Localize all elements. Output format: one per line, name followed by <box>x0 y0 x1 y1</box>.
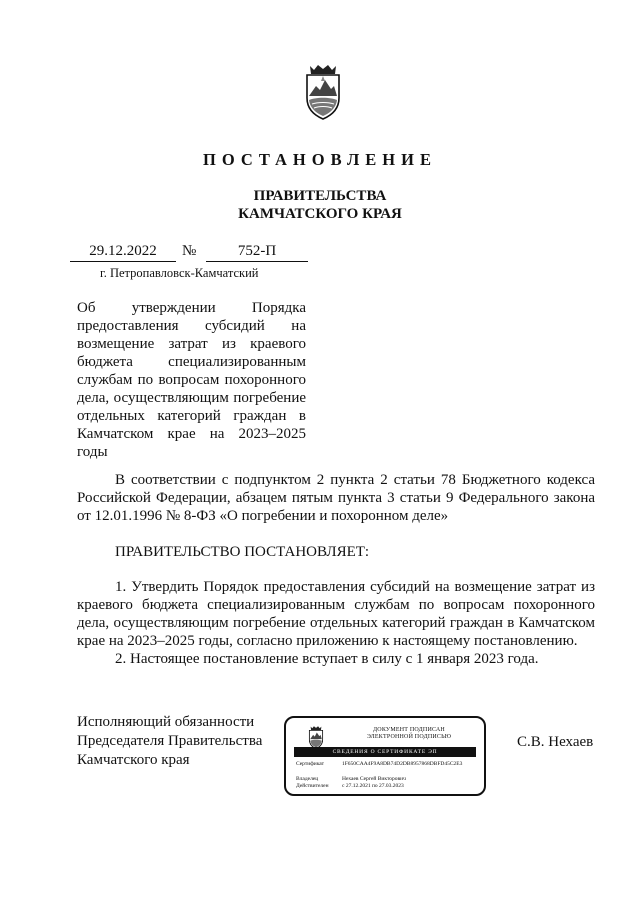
stamp-valid-value: с 27.12.2021 по 27.03.2023 <box>342 783 404 789</box>
position-line-1: Исполняющий обязанности <box>77 714 255 730</box>
stamp-header-line-1: ДОКУМЕНТ ПОДПИСАН <box>373 727 445 733</box>
preamble <box>77 471 595 525</box>
stamp-cert-value: 1F650CAA4F9A8DB74D2DB8957868DBFD45C2E3 <box>342 761 463 767</box>
resolves-text: ПРАВИТЕЛЬСТВО ПОСТАНОВЛЯЕТ: <box>115 544 370 560</box>
signatory-position <box>77 713 262 770</box>
document-date: 29.12.2022 <box>70 243 176 262</box>
stamp-valid-row <box>296 783 468 790</box>
position-line-3: Камчатского края <box>77 752 190 768</box>
stamp-cert-row <box>296 761 468 768</box>
authority-line-1: ПРАВИТЕЛЬСТВА <box>253 188 387 204</box>
signatory-name: С.В. Нехаев <box>517 734 594 750</box>
number-sign: № <box>182 243 197 259</box>
document-city: г. Петропавловск-Камчатский <box>100 266 259 280</box>
item-1: 1. Утвердить Порядок предоставления субсидий на возмещение затрат из краевого бюджета специализированным службам по вопросам похоронного дела, осуществляющим погребение отдельных категорий граждан в Камчатском крае на 2023–2025 годы, согласно приложению к настоящему постановлению. <box>77 579 595 649</box>
authority-line-2: КАМЧАТСКОГО КРАЯ <box>238 206 402 222</box>
document-number: 752-П <box>206 243 308 262</box>
stamp-header <box>336 727 482 741</box>
resolves-line <box>77 543 595 561</box>
electronic-signature-stamp <box>284 716 486 796</box>
stamp-cert-bar: СВЕДЕНИЯ О СЕРТИФИКАТЕ ЭП <box>294 747 476 757</box>
document-subject: Об утверждении Порядка предоставления субсидий на возмещение затрат из краевого бюджета специализированным службам по вопросам похоронного дела, осуществляющим погребение отдельных категорий граждан в Камчатском крае на 2023–2025 годы <box>77 300 306 460</box>
stamp-valid-label: Действителен <box>296 783 329 789</box>
authority-name <box>0 187 640 223</box>
stamp-cert-label: Сертификат <box>296 761 324 767</box>
stamp-emblem-icon <box>306 725 326 749</box>
stamp-header-line-2: ЭЛЕКТРОННОЙ ПОДПИСЬЮ <box>366 734 452 740</box>
resolution-items <box>77 578 595 668</box>
stamp-owner-label: Владелец <box>296 776 319 782</box>
preamble-text: В соответствии с подпунктом 2 пункта 2 статьи 78 Бюджетного кодекса Российской Федерации, абзацем пятым пункта 3 статьи 9 Федерального закона от 12.01.1996 № 8-ФЗ «О погребении и похоронном деле» <box>77 472 595 524</box>
stamp-owner-value: Нехаев Сергей Викторович <box>342 776 406 782</box>
item-2: 2. Настоящее постановление вступает в силу с 1 января 2023 года. <box>115 651 539 667</box>
document-title: ПОСТАНОВЛЕНИЕ <box>203 150 437 169</box>
position-line-2: Председателя Правительства <box>77 733 263 749</box>
stamp-owner-row <box>296 776 468 783</box>
coat-of-arms-icon <box>300 62 346 120</box>
